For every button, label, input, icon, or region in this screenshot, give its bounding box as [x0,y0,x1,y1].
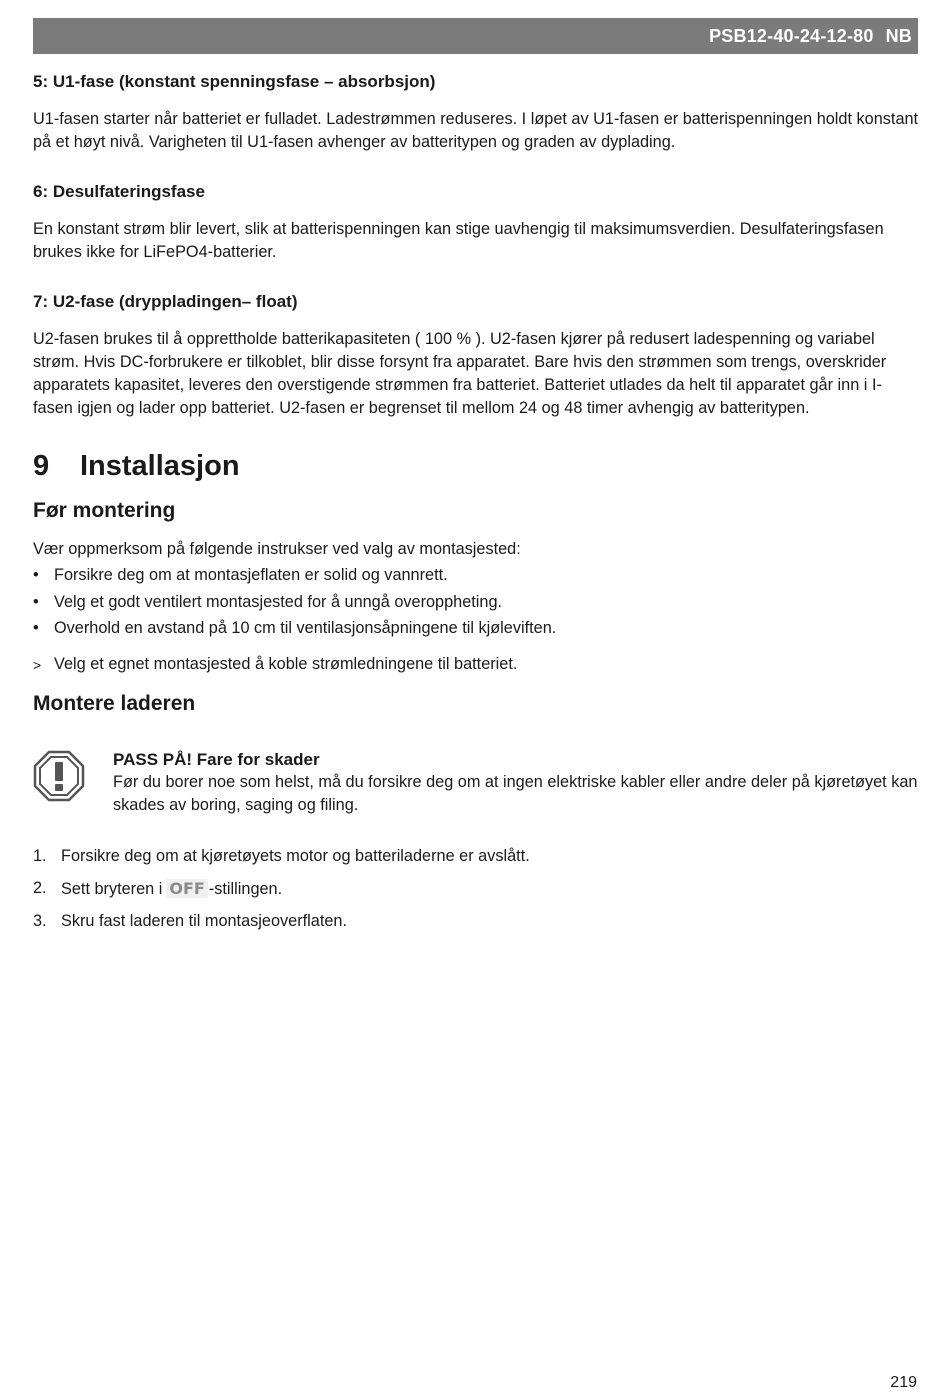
mounting-heading: Montere laderen [33,691,196,715]
phase-5-title: 5: U1-fase (konstant spenningsfase – absorbsjon) [33,72,436,91]
warning-box [33,748,919,817]
mounting-steps [33,845,919,933]
step-text [61,877,282,901]
step-text: Skru fast laderen til montasjeoverflaten. [61,911,347,930]
step-item [33,845,919,868]
step-text-before: Sett bryteren i [61,879,163,898]
action-arrow-icon: > [33,656,42,673]
page-content [33,70,919,942]
phase-6-text: En konstant strøm blir levert, slik at batterispenningen kan stige uavhengig til maksimumsverdien. Desulfateringsfasen brukes ikke for LiFePO4-batterier. [33,220,884,261]
phase-5-text: U1-fasen starter når batteriet er fulladet. Ladestrømmen reduseres. I løpet av U1-fasen er batterispenningen holdt konstant på et høyt nivå. Varigheten til U1-fasen avhenger av batteritypen og graden av dyplading. [33,110,919,151]
action-instruction [33,653,919,676]
section-heading [33,448,919,484]
list-item: • Forsikre deg om at montasjeflaten er solid og vannrett. [33,562,919,589]
step-text-after: -stillingen. [208,879,283,898]
before-mounting-list [33,562,919,642]
section-title: Installasjon [80,450,240,482]
step-number: 2. [33,878,47,897]
header-bar [33,18,918,54]
step-item [33,877,919,901]
phase-6-title: 6: Desulfateringsfase [33,182,205,201]
warning-text: Før du borer noe som helst, må du forsikre deg om at ingen elektriske kabler eller andre deler på kjøretøyet kan skades av boring, saging og filing. [113,772,918,814]
page-number: 219 [890,1374,917,1391]
action-text: Velg et egnet montasjested å koble strømledningene til batteriet. [54,654,518,673]
step-number: 1. [33,846,47,865]
language-code: NB [885,25,912,46]
phase-7-text: U2-fasen brukes til å opprettholde batterikapasiteten ( 100 % ). U2-fasen kjører på redusert ladespenning og variabel strøm. Hvis DC-forbrukere er tilkoblet, blir disse forsynt fra apparatet. Bare hvis den strømmen som trengs, overskrider apparatets kapasitet, leveres den overstigende strømmen fra batteriet. Batteriet utlades da helt til apparatet går inn i I-fasen igjen og lader opp batteriet. U2-fasen er begrenset til mellom 24 og 48 timer avhengig av batteritypen. [33,330,887,417]
phase-7-title: 7: U2-fase (dryppladingen– float) [33,292,298,311]
list-item: • Velg et godt ventilert montasjested for å unngå overoppheting. [33,589,919,616]
step-number: 3. [33,911,47,930]
before-mounting-heading: Før montering [33,499,176,522]
off-switch-label: OFF [166,879,207,898]
warning-title: PASS PÅ! Fare for skader [113,749,320,769]
before-mounting-intro: Vær oppmerksom på følgende instrukser ved valg av montasjested: [33,540,521,558]
model-name: PSB12-40-24-12-80 [709,25,874,46]
step-item [33,910,919,933]
warning-body [113,748,919,817]
section-number: 9 [33,450,50,482]
warning-octagon-icon [33,748,113,817]
list-item: • Overhold en avstand på 10 cm til ventilasjonsåpningene til kjøleviften. [33,615,919,642]
step-text: Forsikre deg om at kjøretøyets motor og batteriladerne er avslått. [61,846,530,865]
